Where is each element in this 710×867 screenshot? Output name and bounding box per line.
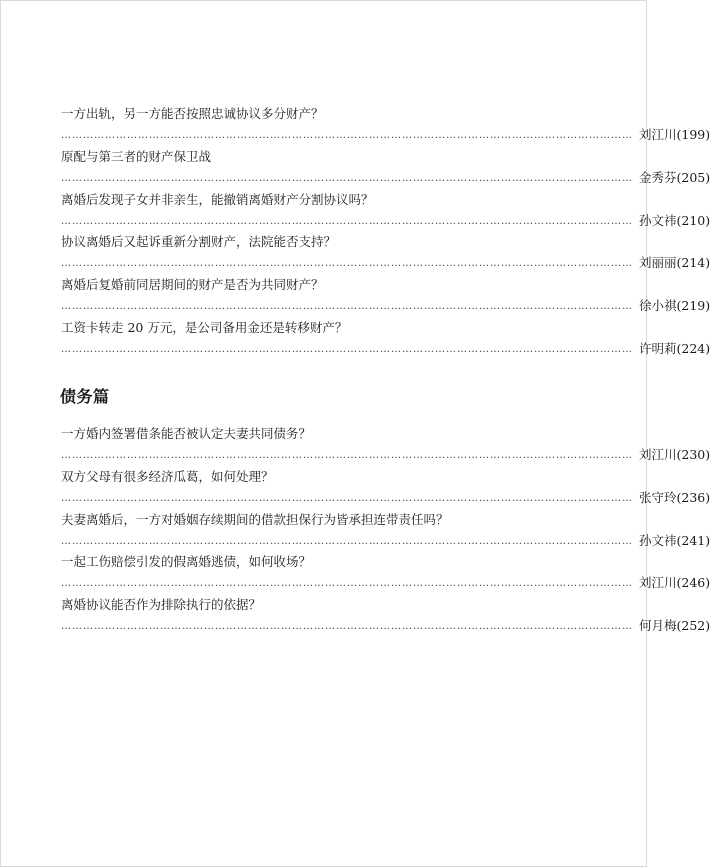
leader-dots: ………………………………………………………………………………………………………………………………………… (61, 343, 633, 355)
toc-entry (61, 553, 710, 596)
toc-entry-page: (230) (676, 447, 710, 462)
toc-entry-title: 协议离婚后又起诉重新分割财产，法院能否支持？ (61, 234, 337, 250)
toc-entry (61, 233, 710, 276)
toc-entry (61, 191, 710, 234)
toc-entry-page: (214) (676, 255, 710, 271)
toc-entry (61, 276, 710, 319)
toc-entry-page: (236) (676, 489, 710, 505)
toc-entry-title: 一方婚内签署借条能否被认定夫妻共同债务？ (61, 426, 312, 441)
toc-entry (61, 425, 710, 468)
leader-dots: ………………………………………………………………………………………………………………………………………… (61, 258, 633, 270)
toc-entry (61, 319, 710, 362)
toc-entry-title: 夫妻离婚后，一方对婚姻存续期间的借款担保行为皆承担连带责任吗？ (61, 511, 449, 527)
leader-dots: ………………………………………………………………………………………………………………………………………… (61, 578, 633, 590)
leader-dots: ………………………………………………………………………………………………………………………………………… (61, 172, 633, 184)
toc-entry-author: 何月梅 (639, 618, 677, 634)
toc-entry-author: 金秀芬 (639, 169, 677, 185)
leader-dots: ………………………………………………………………………………………………………………………………………… (61, 621, 633, 633)
toc-entry-page: (224) (676, 340, 710, 356)
leader-dots: ………………………………………………………………………………………………………………………………………… (61, 450, 633, 461)
toc-entry-title: 工资卡转走 20 万元，是公司备用金还是转移财产？ (61, 319, 348, 335)
toc-entry-page: (210) (676, 212, 710, 228)
toc-entry-title: 一方出轨，另一方能否按照忠诚协议多分财产？ (61, 106, 324, 121)
toc-entry-author: 刘江川 (639, 447, 677, 462)
toc-entry-author: 许明莉 (639, 340, 677, 356)
leader-dots: ………………………………………………………………………………………………………………………………………… (61, 215, 633, 227)
leader-dots: ………………………………………………………………………………………………………………………………………… (61, 301, 633, 313)
section-heading-debt: 债务篇 (60, 387, 110, 406)
toc-entry-page: (205) (676, 169, 710, 185)
toc-entry-page: (199) (676, 127, 710, 142)
toc-entry-author: 张守玲 (639, 489, 677, 505)
toc-entry-title: 离婚后复婚前同居期间的财产是否为共同财产？ (61, 277, 324, 293)
toc-entry-title: 双方父母有很多经济瓜葛，如何处理？ (61, 468, 274, 484)
toc-entry-author: 孙文祎 (639, 532, 677, 548)
toc-entry-author: 刘江川 (639, 575, 677, 591)
toc-entry-title: 原配与第三者的财产保卫战 (61, 148, 212, 164)
leader-dots: ………………………………………………………………………………………………………………………………………… (61, 492, 633, 504)
toc-entry-title: 离婚协议能否作为排除执行的依据？ (61, 597, 262, 613)
toc-section-debt (61, 425, 710, 639)
toc-entry (61, 105, 710, 148)
toc-entry-title: 一起工伤赔偿引发的假离婚逃债，如何收场？ (61, 554, 312, 570)
toc-entry-page: (252) (676, 618, 710, 634)
toc-entry-author: 刘丽丽 (639, 255, 677, 271)
leader-dots: ………………………………………………………………………………………………………………………………………… (61, 535, 633, 547)
toc-entry (61, 596, 710, 639)
toc-entry-author: 孙文祎 (639, 212, 677, 228)
toc-entry-author: 徐小祺 (639, 298, 677, 314)
toc-entry-page: (219) (676, 298, 710, 314)
toc-entry (61, 511, 710, 554)
toc-entry-page: (241) (676, 532, 710, 548)
leader-dots: ………………………………………………………………………………………………………………………………………… (61, 130, 633, 141)
toc-entry-page: (246) (676, 575, 710, 591)
toc-entry (61, 148, 710, 191)
toc-section-property (61, 105, 710, 362)
toc-entry-author: 刘江川 (639, 127, 677, 142)
toc-entry-title: 离婚后发现子女并非亲生，能撤销离婚财产分割协议吗？ (61, 191, 374, 207)
toc-entry (61, 468, 710, 511)
